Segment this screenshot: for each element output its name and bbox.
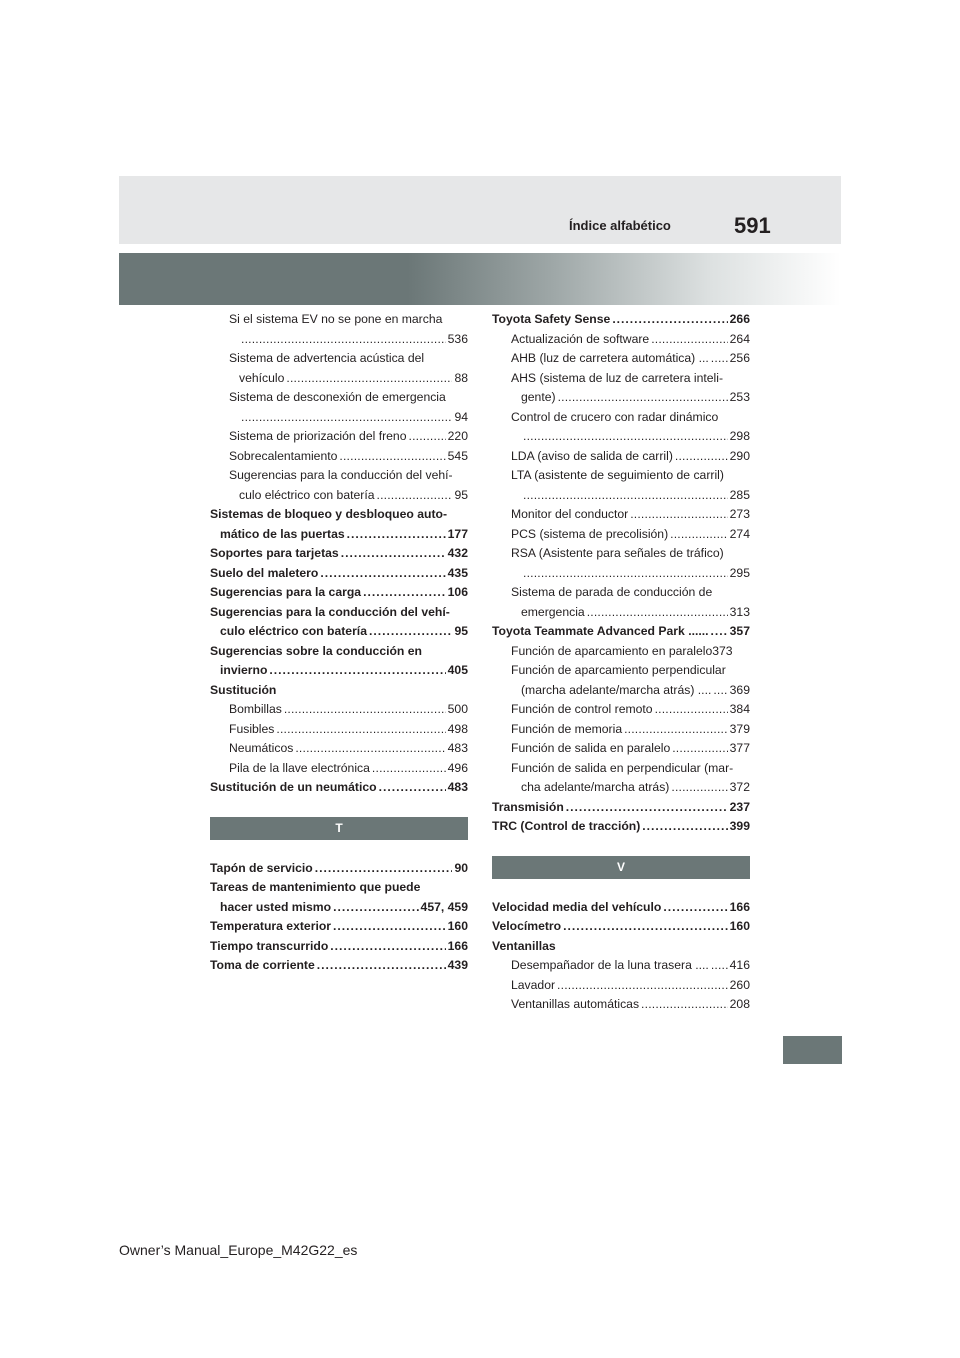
index-entry: [210, 525, 468, 545]
dot-leader: [641, 995, 728, 1015]
index-entry-page: 496: [447, 760, 468, 775]
index-entry-term: Ventanillas: [492, 938, 556, 953]
dot-leader: [711, 956, 728, 976]
index-entry-page: 273: [729, 507, 750, 521]
decorative-gradient-bar: [119, 253, 841, 305]
index-entry-page: 439: [447, 958, 468, 972]
index-entry: [492, 976, 750, 996]
dot-leader: [557, 976, 728, 996]
index-entry-page: 95: [454, 487, 468, 502]
index-entry-term: Función de memoria: [511, 721, 623, 736]
index-entry-term: culo eléctrico con batería: [220, 624, 367, 638]
dot-leader: [295, 739, 445, 759]
index-entry-term: LTA (asistente de seguimiento de carril): [511, 468, 724, 482]
dot-leader: [713, 681, 727, 701]
dot-leader: [675, 447, 728, 467]
index-entry-page: 416: [729, 958, 750, 972]
index-entry: [492, 447, 750, 467]
index-entry: [210, 349, 468, 369]
dot-leader: [347, 525, 446, 545]
index-entry: [210, 564, 468, 584]
index-entry-term: Sistema de advertencia acústica del: [229, 351, 425, 365]
index-entry-page: 483: [447, 780, 468, 794]
index-entry: [492, 349, 750, 369]
index-entry: [492, 661, 750, 681]
dot-leader: [523, 564, 728, 584]
index-entry: [210, 388, 468, 408]
index-entry-term: AHS (sistema de luz de carretera inteli-: [511, 370, 724, 385]
index-entry-term: Temperatura exterior: [210, 919, 332, 933]
index-entry: [210, 720, 468, 740]
index-entry: [492, 995, 750, 1015]
index-column-right: [492, 310, 750, 1015]
dot-leader: [377, 486, 453, 506]
dot-leader: [241, 330, 446, 350]
index-entry-term: RSA (Asistente para señales de tráfico): [511, 546, 724, 560]
index-entry: [492, 486, 750, 506]
dot-leader: [369, 622, 452, 642]
index-entry-term: Toyota Teammate Advanced Park ......: [492, 624, 709, 638]
index-entry-term: LDA (aviso de salida de carril): [511, 448, 673, 463]
index-entry-term: (marcha adelante/marcha atrás) ....: [521, 682, 712, 697]
index-entry: [210, 408, 468, 428]
index-entry: [492, 917, 750, 937]
footer-manual-id: Owner’s Manual_Europe_M42G22_es: [119, 1242, 358, 1258]
index-entry: [210, 859, 468, 879]
index-entry-term: Velocímetro: [492, 919, 562, 933]
index-entry: [492, 544, 750, 564]
index-entry: [492, 622, 750, 642]
dot-leader: [372, 759, 446, 779]
index-entry-term: AHB (luz de carretera automática) ...: [511, 351, 709, 365]
index-entry-term: Función de salida en perpendicular (mar-: [511, 760, 734, 775]
index-entry-term: Control de crucero con radar dinámico: [511, 409, 719, 424]
index-entry-term: Sugerencias sobre la conducción en: [210, 643, 422, 658]
dot-leader: [523, 486, 728, 506]
index-entry-page: 435: [447, 565, 468, 580]
index-entry-term: Tiempo transcurrido: [210, 938, 329, 953]
index-letter-heading: T: [210, 817, 468, 840]
index-entry: [210, 917, 468, 937]
index-entry-term: Sistema de desconexión de emergencia: [229, 390, 446, 404]
dot-leader: [339, 447, 445, 467]
index-entry-page: 160: [447, 919, 468, 933]
dot-leader: [379, 778, 446, 798]
index-entry-page: 177: [447, 526, 468, 541]
index-entry-term: Lavador: [511, 977, 556, 992]
index-entry-term: vehículo: [239, 370, 285, 385]
page-number: 591: [734, 213, 771, 238]
index-entry: [492, 310, 750, 330]
index-entry: [492, 388, 750, 408]
index-entry-term: Sugerencias para la carga: [210, 585, 362, 599]
index-entry-page: 545: [447, 448, 468, 463]
index-entry: [210, 681, 468, 701]
index-entry-page: 483: [447, 741, 468, 755]
index-entry: [492, 759, 750, 779]
index-entry: [210, 898, 468, 918]
index-entry-page: 285: [729, 487, 750, 502]
index-entry-term: Función de aparcamiento perpendicular: [511, 663, 726, 677]
index-entry: [492, 798, 750, 818]
index-entry: [210, 544, 468, 564]
index-entry-term: Sistema de parada de conducción de: [511, 585, 713, 599]
index-entry-page: 260: [729, 977, 750, 992]
dot-leader: [663, 898, 727, 918]
index-entry: [210, 661, 468, 681]
index-entry-page: 369: [729, 682, 750, 697]
index-entry-page: 160: [729, 919, 750, 933]
index-entry-term: Sustitución: [210, 682, 277, 697]
index-entry-term: Función de salida en paralelo: [511, 741, 671, 755]
index-entry: [210, 622, 468, 642]
index-entry: [210, 956, 468, 976]
dot-leader: [330, 937, 445, 957]
index-entry: [210, 583, 468, 603]
index-entry: [492, 720, 750, 740]
index-entry: [492, 681, 750, 701]
dot-leader: [317, 956, 446, 976]
index-entry: [492, 583, 750, 603]
index-entry-term: invierno: [220, 663, 268, 677]
index-entry-term: culo eléctrico con batería: [239, 487, 375, 502]
index-entry-page: 457, 459: [420, 899, 468, 914]
chapter-tab: [783, 1036, 842, 1064]
index-entry-page: 357: [729, 624, 750, 638]
index-entry: [492, 525, 750, 545]
index-entry: [210, 778, 468, 798]
dot-leader: [671, 778, 727, 798]
index-entry-page: 94: [454, 409, 468, 424]
index-entry-page: 237: [729, 799, 750, 814]
dot-leader: [284, 700, 446, 720]
index-entry: [492, 505, 750, 525]
index-entry: [210, 466, 468, 486]
index-entry-page: 384: [729, 702, 750, 716]
index-entry: [492, 466, 750, 486]
index-entry-page: 379: [729, 721, 750, 736]
index-entry-page: 274: [729, 526, 750, 541]
index-entry: [492, 739, 750, 759]
index-entry: [210, 369, 468, 389]
index-entry-page: 536: [447, 331, 468, 346]
index-entry-page: 106: [447, 585, 468, 599]
index-entry-page: 295: [729, 565, 750, 580]
index-entry: [492, 330, 750, 350]
index-entry-term: Toma de corriente: [210, 958, 315, 972]
dot-leader: [711, 622, 728, 642]
dot-leader: [320, 564, 445, 584]
dot-leader: [630, 505, 727, 525]
index-entry: [492, 956, 750, 976]
index-entry-term: Sustitución de un neumático: [210, 780, 377, 794]
index-entry-term: Sugerencias para la conducción del vehí-: [210, 604, 450, 619]
index-entry: [492, 369, 750, 389]
index-entry-term: PCS (sistema de precolisión): [511, 526, 669, 541]
index-entry: [210, 330, 468, 350]
index-entry-term: hacer usted mismo: [220, 899, 332, 914]
index-entry: [210, 878, 468, 898]
index-entry-term: Tapón de servicio: [210, 860, 313, 875]
index-entry-page: 208: [729, 997, 750, 1011]
index-entry: [492, 898, 750, 918]
index-entry: [492, 408, 750, 428]
index-entry-page: 220: [447, 429, 468, 443]
index-entry-page: 166: [447, 938, 468, 953]
index-entry-term: Suelo del maletero: [210, 565, 319, 580]
index-entry-term: mático de las puertas: [220, 526, 345, 541]
dot-leader: [409, 427, 446, 447]
index-column-left: [210, 310, 468, 976]
dot-leader: [269, 661, 445, 681]
index-entry-page: 298: [729, 429, 750, 443]
dot-leader: [566, 798, 728, 818]
index-entry-term: Función de control remoto: [511, 702, 653, 716]
index-entry-page: 432: [447, 546, 468, 560]
index-entry-page: 256: [729, 351, 750, 365]
index-entry-term: Transmisión: [492, 799, 564, 814]
dot-leader: [612, 310, 727, 330]
index-entry: [210, 486, 468, 506]
index-entry: [492, 427, 750, 447]
index-entry: [210, 759, 468, 779]
index-entry-term: Velocidad media del vehículo: [492, 899, 662, 914]
index-entry-page: 90: [454, 860, 468, 875]
dot-leader: [241, 408, 452, 428]
index-entry-page: 377: [729, 741, 750, 755]
index-entry: [210, 937, 468, 957]
index-entry: [210, 447, 468, 467]
section-title: Índice alfabético: [569, 218, 671, 233]
index-entry-page: 166: [729, 899, 750, 914]
index-entry: [210, 739, 468, 759]
index-entry-term: Toyota Safety Sense: [492, 312, 611, 326]
index-entry: [492, 817, 750, 837]
dot-leader: [563, 917, 728, 937]
index-entry: [492, 937, 750, 957]
dot-leader: [670, 525, 728, 545]
dot-leader: [651, 330, 727, 350]
dot-leader: [363, 583, 446, 603]
index-entry: [492, 564, 750, 584]
index-entry-page: 500: [447, 702, 468, 716]
dot-leader: [624, 720, 728, 740]
index-entry-term: Actualización de software: [511, 331, 650, 346]
index-entry: [210, 700, 468, 720]
index-entry-term: Fusibles: [229, 721, 275, 736]
index-entry-page: 313: [729, 604, 750, 619]
index-entry: [210, 642, 468, 662]
index-entry-term: gente): [521, 390, 556, 404]
header-band: [119, 176, 841, 244]
dot-leader: [333, 917, 446, 937]
index-entry-page: 95: [454, 624, 468, 638]
dot-leader: [711, 349, 728, 369]
index-entry-term: Neumáticos: [229, 741, 294, 755]
index-entry: [210, 603, 468, 623]
index-entry-page: 290: [729, 448, 750, 463]
index-entry-term: Pila de la llave electrónica: [229, 760, 370, 775]
index-entry-term: Bombillas: [229, 702, 282, 716]
index-entry: [492, 778, 750, 798]
index-letter-heading: V: [492, 856, 750, 879]
index-entry: [492, 700, 750, 720]
dot-leader: [655, 700, 728, 720]
index-entry-page: 264: [729, 331, 750, 346]
index-entry-page: 399: [729, 819, 750, 833]
dot-leader: [672, 739, 727, 759]
index-entry-term: Si el sistema EV no se pone en marcha: [229, 312, 443, 326]
index-entry-page: 405: [447, 663, 468, 677]
dot-leader: [333, 898, 418, 918]
index-entry-term: emergencia: [521, 604, 585, 619]
dot-leader: [642, 817, 727, 837]
index-entry-term: Desempañador de la luna trasera ....: [511, 958, 709, 972]
index-entry-page: 266: [729, 312, 750, 326]
dot-leader: [558, 388, 728, 408]
index-entry-term: TRC (Control de tracción): [492, 819, 641, 833]
index-entry: [210, 310, 468, 330]
index-entry: [210, 505, 468, 525]
index-entry-term: Sistemas de bloqueo y desbloqueo auto-: [210, 507, 448, 521]
index-entry-term: Ventanillas automáticas: [511, 997, 640, 1011]
index-entry-term: Sistema de priorización del freno: [229, 429, 407, 443]
index-entry-term: Tareas de mantenimiento que puede: [210, 880, 421, 894]
dot-leader: [315, 859, 453, 879]
dot-leader: [523, 427, 728, 447]
index-entry-page: 372: [729, 780, 750, 794]
index-entry-term: Sobrecalentamiento: [229, 448, 338, 463]
index-entry-term: Monitor del conductor: [511, 507, 629, 521]
dot-leader: [341, 544, 446, 564]
dot-leader: [286, 369, 452, 389]
index-entry: [492, 603, 750, 623]
dot-leader: [276, 720, 445, 740]
dot-leader: [587, 603, 728, 623]
index-entry-page: 498: [447, 721, 468, 736]
index-entry: [210, 427, 468, 447]
index-entry-term: Sugerencias para la conducción del vehí-: [229, 468, 453, 482]
index-entry-term: cha adelante/marcha atrás): [521, 780, 670, 794]
index-entry: Función de aparcamiento en paralelo373: [511, 643, 733, 658]
index-entry-page: 253: [729, 390, 750, 404]
index-entry-term: Soportes para tarjetas: [210, 546, 339, 560]
index-entry-page: 88: [454, 370, 468, 385]
